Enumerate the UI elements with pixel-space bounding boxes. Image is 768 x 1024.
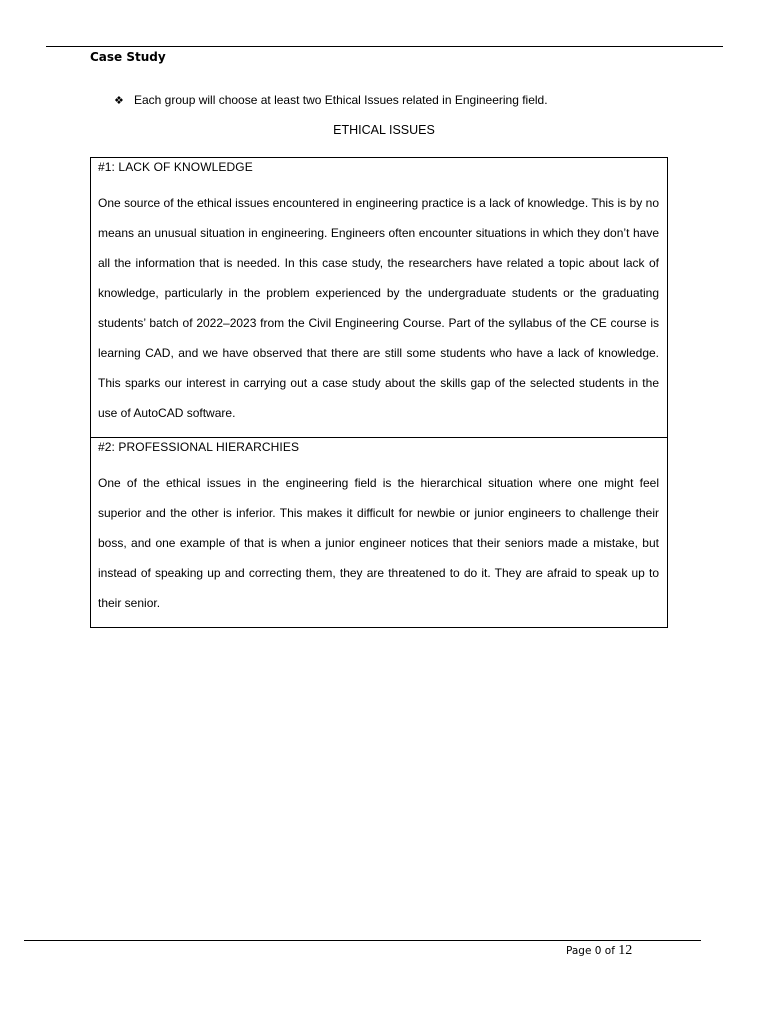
ethical-issues-table bbox=[90, 157, 668, 628]
page-number-label: Page 0 of bbox=[566, 945, 619, 957]
page-total: 12 bbox=[618, 943, 633, 958]
issue-cell-lack-of-knowledge bbox=[91, 158, 667, 438]
page-number bbox=[566, 942, 632, 960]
instruction-bullet bbox=[114, 92, 548, 109]
issue-body: One of the ethical issues in the engineering field is the hierarchical situation where one might feel superior and the other is inferior. This makes it difficult for newbie or junior engineers to challenge their boss, and one example of that is when a junior engineer notices that their seniors made a mistake, but instead of speaking up and correcting them, they are threatened to do it. They are afraid to speak up to their senior. bbox=[98, 476, 659, 610]
issue-body: One source of the ethical issues encountered in engineering practice is a lack of knowledge. This is by no means an unusual situation in engineering. Engineers often encounter situations in which they don’t have all the information that is needed. In this case study, the researchers have related a topic about lack of knowledge, particularly in the problem experienced by the undergraduate students or the graduating students’ batch of 2022–2023 from the Civil Engineering Course. Part of the syllabus of the CE course is learning CAD, and we have observed that there are still some students who have a lack of knowledge. This sparks our interest in carrying out a case study about the skills gap of the selected students in the use of AutoCAD software. bbox=[98, 196, 659, 420]
diamond-bullet-icon: ❖ bbox=[114, 95, 124, 107]
issue-cell-professional-hierarchies bbox=[91, 438, 667, 627]
issue-title: #2: PROFESSIONAL HIERARCHIES bbox=[98, 440, 300, 454]
issue-title: #1: LACK OF KNOWLEDGE bbox=[98, 160, 253, 174]
footer-divider bbox=[24, 940, 701, 941]
instruction-text: Each group will choose at least two Ethical Issues related in Engineering field. bbox=[134, 93, 548, 107]
section-heading: ETHICAL ISSUES bbox=[333, 123, 435, 137]
header-divider bbox=[46, 46, 723, 47]
page-header-title: Case Study bbox=[90, 50, 166, 64]
